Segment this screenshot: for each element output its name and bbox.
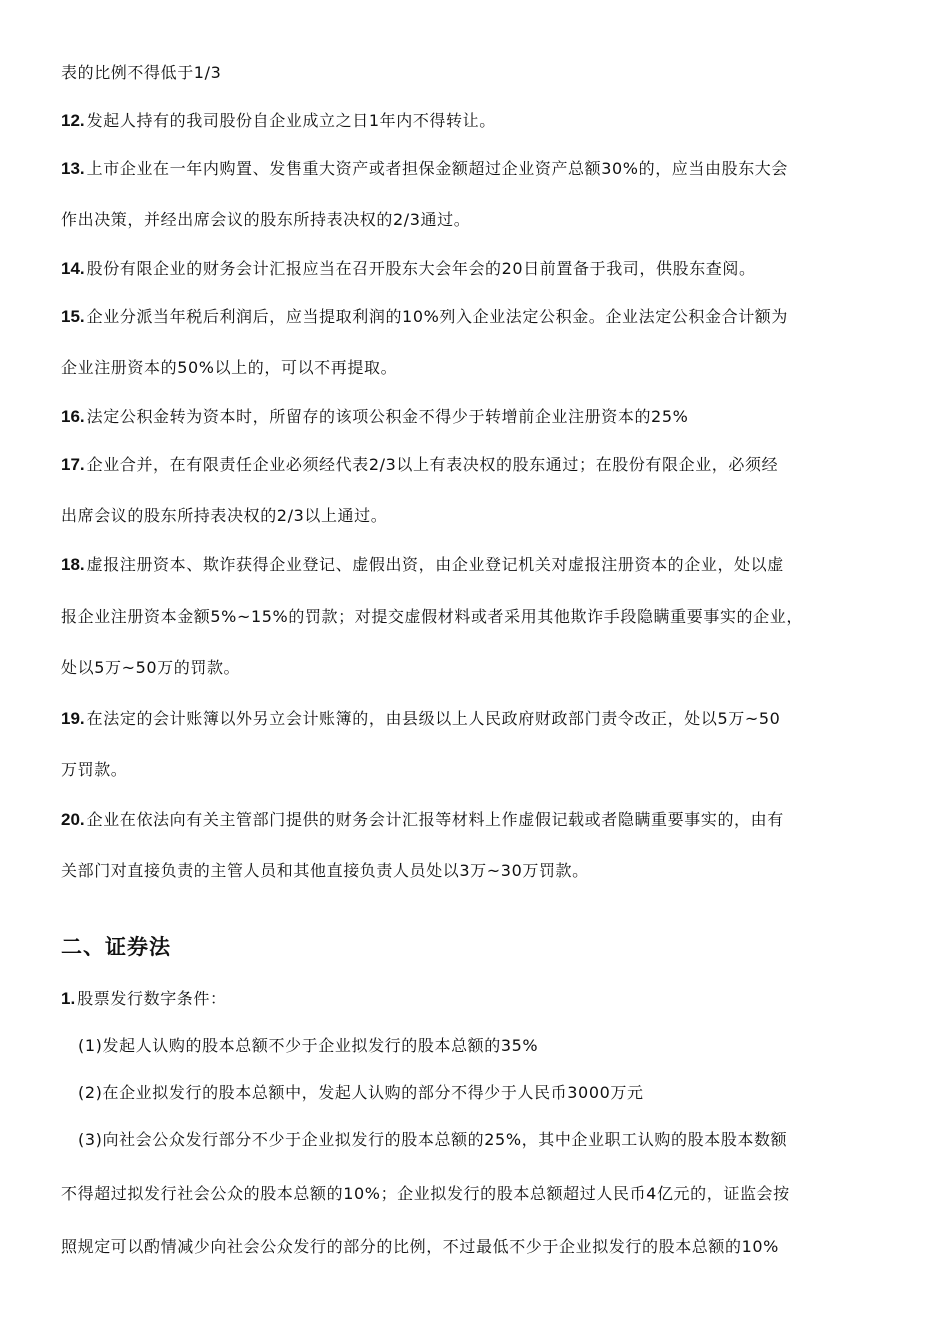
item-number: 15. <box>61 307 85 326</box>
item-number: 17. <box>61 455 85 474</box>
item-text: 法定公积金转为资本时，所留存的该项公积金不得少于转增前企业注册资本的25% <box>86 407 689 426</box>
item-text: 虚报注册资本、欺诈获得企业登记、虚假出资，由企业登记机关对虚报注册资本的企业，处以虚 <box>86 555 784 574</box>
item-20 <box>61 810 784 830</box>
sub-item <box>78 1130 787 1150</box>
item-number: 18. <box>61 555 85 574</box>
text-line <box>61 210 470 230</box>
item-number: 12. <box>61 111 85 130</box>
text: 出席会议的股东所持表决权的2/3以上通过。 <box>61 506 388 525</box>
item-16 <box>61 407 688 427</box>
text-line <box>61 607 803 627</box>
item-text: 企业合并，在有限责任企业必须经代表2/3以上有表决权的股东通过；在股份有限企业，必须经 <box>86 455 779 474</box>
text-line <box>61 861 589 881</box>
text: 不得超过拟发行社会公众的股本总额的10%；企业拟发行的股本总额超过人民币4亿元的，证监会按 <box>61 1184 790 1203</box>
item-13 <box>61 159 788 179</box>
item-text: 企业分派当年税后利润后，应当提取利润的10%列入企业法定公积金。企业法定公积金合计额为 <box>86 307 789 326</box>
item-text: 企业在依法向有关主管部门提供的财务会计汇报等材料上作虚假记载或者隐瞒重要事实的，由有 <box>86 810 784 829</box>
section-heading: 二、证券法 <box>61 935 171 959</box>
item-12 <box>61 111 496 131</box>
text-line <box>61 63 221 83</box>
item-number: 14. <box>61 259 85 278</box>
text-line <box>61 1237 779 1257</box>
sub-item <box>78 1036 538 1056</box>
text: 报企业注册资本金额5%~15%的罚款；对提交虚假材料或者采用其他欺诈手段隐瞒重要事实的企业， <box>61 607 803 626</box>
text: 关部门对直接负责的主管人员和其他直接负责人员处以3万~30万罚款。 <box>61 861 589 880</box>
item-18 <box>61 555 784 575</box>
sub-item-text: (2)在企业拟发行的股本总额中，发起人认购的部分不得少于人民币3000万元 <box>78 1083 644 1102</box>
item-number: 19. <box>61 709 85 728</box>
item-text: 股份有限企业的财务会计汇报应当在召开股东大会年会的20日前置备于我司，供股东查阅。 <box>86 259 756 278</box>
item-19 <box>61 709 780 729</box>
item-15 <box>61 307 788 327</box>
item-17 <box>61 455 778 475</box>
text-line <box>61 1184 790 1204</box>
item-1 <box>61 989 227 1009</box>
text: 处以5万~50万的罚款。 <box>61 658 241 677</box>
text: 万罚款。 <box>61 760 128 779</box>
item-text: 在法定的会计账簿以外另立会计账簿的，由县级以上人民政府财政部门责令改正，处以5万~50 <box>86 709 781 728</box>
text: 照规定可以酌情减少向社会公众发行的部分的比例，不过最低不少于企业拟发行的股本总额的10% <box>61 1237 779 1256</box>
text-line <box>61 760 127 780</box>
sub-item-text: (1)发起人认购的股本总额不少于企业拟发行的股本总额的35% <box>78 1036 539 1055</box>
text: 作出决策，并经出席会议的股东所持表决权的2/3通过。 <box>61 210 471 229</box>
item-text: 发起人持有的我司股份自企业成立之日1年内不得转让。 <box>86 111 496 130</box>
text-line <box>61 658 240 678</box>
item-number: 13. <box>61 159 85 178</box>
item-text: 股票发行数字条件： <box>77 989 227 1008</box>
text: 企业注册资本的50%以上的，可以不再提取。 <box>61 358 398 377</box>
sub-item-text: (3)向社会公众发行部分不少于企业拟发行的股本总额的25%，其中企业职工认购的股本股本数额 <box>78 1130 788 1149</box>
text: 表的比例不得低于1/3 <box>61 63 222 82</box>
item-number: 1. <box>61 989 76 1008</box>
item-text: 上市企业在一年内购置、发售重大资产或者担保金额超过企业资产总额30%的，应当由股东大会 <box>86 159 789 178</box>
text-line <box>61 358 397 378</box>
item-number: 16. <box>61 407 85 426</box>
item-number: 20. <box>61 810 85 829</box>
item-14 <box>61 259 756 279</box>
sub-item <box>78 1083 644 1103</box>
text-line <box>61 506 387 526</box>
